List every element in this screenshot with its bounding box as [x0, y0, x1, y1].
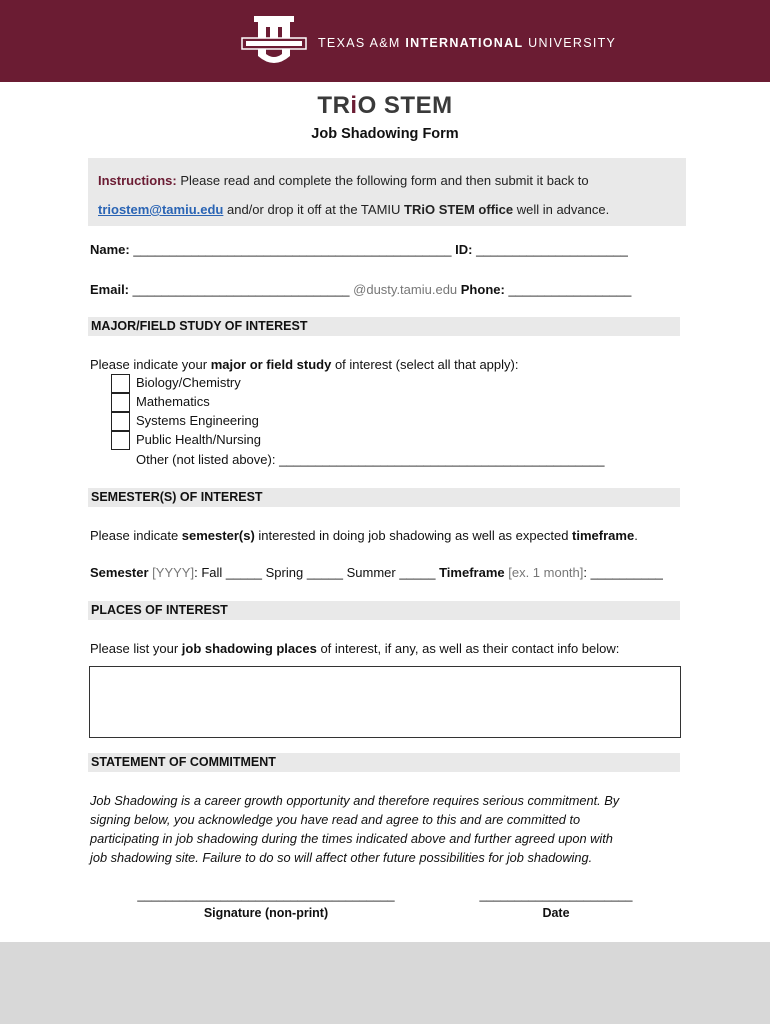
semester-timeframe-row[interactable]: Semester [YYYY]: Fall _____ Spring _____ Summer _____ Timeframe [ex. 1 month]: __________	[90, 565, 663, 580]
email-phone-row: Email: ______________________________ @dusty.tamiu.edu Phone: _________________	[90, 282, 632, 297]
name-id-row: Name: ____________________________________________ ID: _____________________	[90, 242, 628, 257]
date-line[interactable]: ______________________	[479, 888, 633, 902]
university-logo-icon	[240, 16, 308, 68]
semester-section-heading: SEMESTER(S) OF INTEREST	[88, 488, 680, 507]
places-prompt: Please list your job shadowing places of interest, if any, as well as their contact info below:	[90, 641, 620, 656]
id-field[interactable]: _____________________	[472, 242, 628, 257]
other-major-field[interactable]: Other (not listed above): _____________________________________________	[136, 452, 605, 467]
signature-line[interactable]: _____________________________________	[137, 888, 395, 902]
major-section-heading: MAJOR/FIELD STUDY OF INTEREST	[88, 317, 680, 336]
places-section-heading: PLACES OF INTEREST	[88, 601, 680, 620]
instructions-box: Instructions: Please read and complete the following form and then submit it back to triostem@tamiu.edu and/or drop it off at the TAMIU TRiO STEM office well in advance.	[88, 158, 686, 226]
phone-field[interactable]: _________________	[504, 282, 632, 297]
signature-label: Signature (non-print)	[203, 906, 329, 920]
checkbox[interactable]	[111, 374, 130, 393]
commitment-section-heading: STATEMENT OF COMMITMENT	[88, 753, 680, 772]
page-bottom-margin	[0, 942, 770, 1024]
email-link[interactable]: triostem@tamiu.edu	[98, 202, 224, 217]
date-label: Date	[542, 906, 570, 920]
program-logo: TRiO STEM	[317, 92, 453, 119]
commitment-statement: Job Shadowing is a career growth opportunity and therefore requires serious commitment. By signing below, you acknowledge you have read and agree to this and are committed to participating in job shadowing during the times indicated above and further agreed upon with job shadowing site. Failure to do so will affect other future possibilities for job shadowing.	[90, 793, 620, 865]
major-prompt: Please indicate your major or field study of interest (select all that apply):	[90, 357, 519, 372]
checkbox[interactable]	[111, 393, 130, 412]
university-name: TEXAS A&M INTERNATIONAL UNIVERSITY	[318, 36, 617, 50]
name-field[interactable]: ____________________________________________	[129, 242, 452, 257]
semester-prompt: Please indicate semester(s) interested in doing job shadowing as well as expected timeframe.	[90, 528, 638, 543]
email-field[interactable]: ______________________________	[129, 282, 350, 297]
checkbox[interactable]	[111, 431, 130, 450]
checkbox[interactable]	[111, 412, 130, 431]
form-title: Job Shadowing Form	[311, 126, 459, 142]
places-input-box[interactable]	[89, 666, 681, 738]
